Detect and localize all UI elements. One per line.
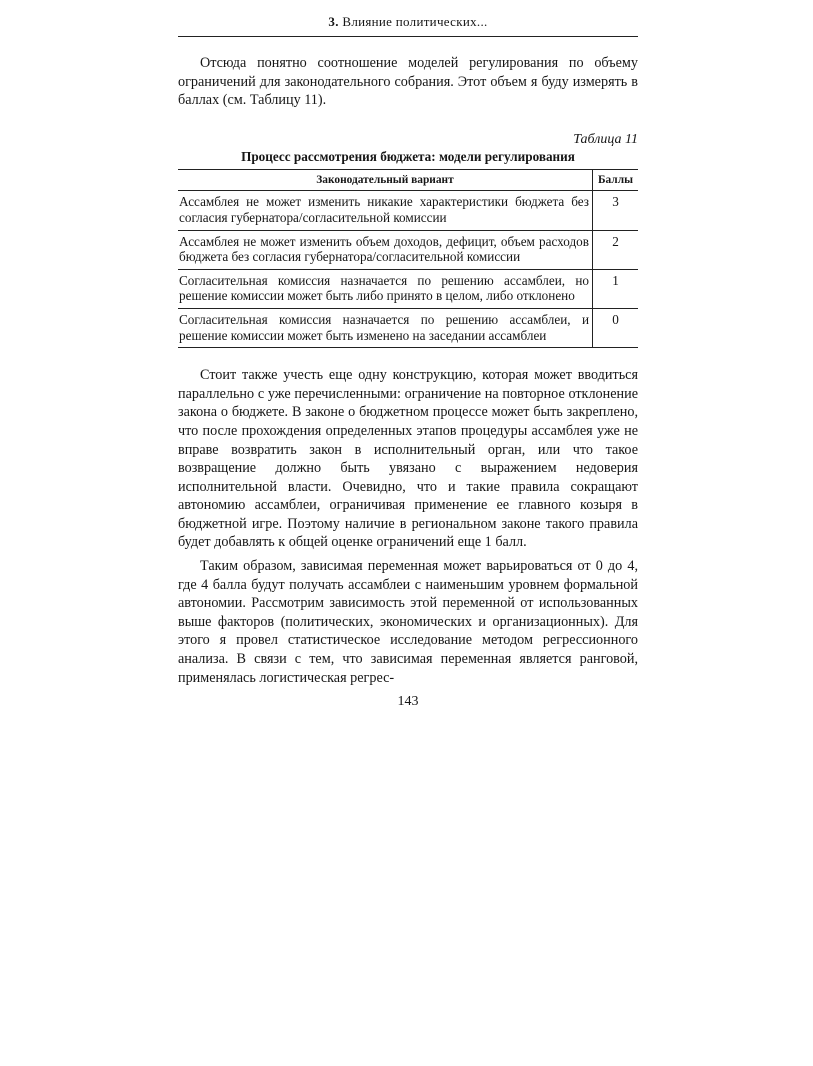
page-number: 143 <box>397 694 419 710</box>
table-row <box>178 308 638 347</box>
score-cell: 0 <box>593 308 639 347</box>
body-paragraph: Стоит также учесть еще одну конструкцию, которая может вводиться параллельно с уже перечисленными: ограничение на повторное отклонение закона о бюджете. В законе о бюджетном процессе может быть закреплено, что после прохождения определенных этапов процедуры ассамблея уже не вправе возвратить закон в исполнительный орган, или что такое возвращение должно быть увязано с выражением недоверия исполнительной власти. Очевидно, что и такие правила сокращают автономию ассамблеи, ограничивая применение ее главного козыря в бюджетной игре. Поэтому наличие в региональном законе такого правила будет добавлять к общей оценке ограничений еще 1 балл. <box>178 367 638 551</box>
variant-cell: Согласительная комиссия назначается по решению ассамблеи, и решение комиссии может быть изменено на заседании ассамблеи <box>178 308 593 347</box>
table-row <box>178 269 638 308</box>
intro-paragraph: Отсюда понятно соотношение моделей регулирования по объему ограничений для законодательного собрания. Этот объем я буду измерять в баллах (см. Таблицу 11). <box>178 55 638 109</box>
running-header <box>178 14 638 37</box>
table-row <box>178 230 638 269</box>
score-cell: 2 <box>593 230 639 269</box>
table-row <box>178 191 638 230</box>
chapter-number: 3. <box>328 14 339 29</box>
score-cell: 1 <box>593 269 639 308</box>
variant-cell: Ассамблея не может изменить объем доходов, дефицит, объем расходов бюджета без согласия губернатора/согласительной комиссии <box>178 230 593 269</box>
variant-cell: Ассамблея не может изменить никакие характеристики бюджета без согласия губернатора/согласительной комиссии <box>178 191 593 230</box>
column-header-variant: Законодательный вариант <box>178 169 593 191</box>
body-paragraph: Таким образом, зависимая переменная может варьироваться от 0 до 4, где 4 балла будут получать ассамблеи с наименьшим уровнем формальной автономии. Рассмотрим зависимость этой переменной от использованных выше факторов (политических, экономических и организационных). Для этого я провел статистическое исследование методом регрессионного анализа. В связи с тем, что зависимая переменная является ранговой, применялась логистическая регрес- <box>178 558 638 686</box>
score-cell: 3 <box>593 191 639 230</box>
chapter-title: Влияние политических... <box>342 14 488 29</box>
variant-cell: Согласительная комиссия назначается по решению ассамблеи, но решение комиссии может быть либо принято в целом, либо отклонено <box>178 269 593 308</box>
column-header-score: Баллы <box>593 169 639 191</box>
table-header-row <box>178 169 638 191</box>
book-page <box>178 14 638 710</box>
table-number: Таблица 11 <box>573 131 638 147</box>
regulation-models-table <box>178 169 638 348</box>
table-title: Процесс рассмотрения бюджета: модели регулирования <box>241 148 575 164</box>
